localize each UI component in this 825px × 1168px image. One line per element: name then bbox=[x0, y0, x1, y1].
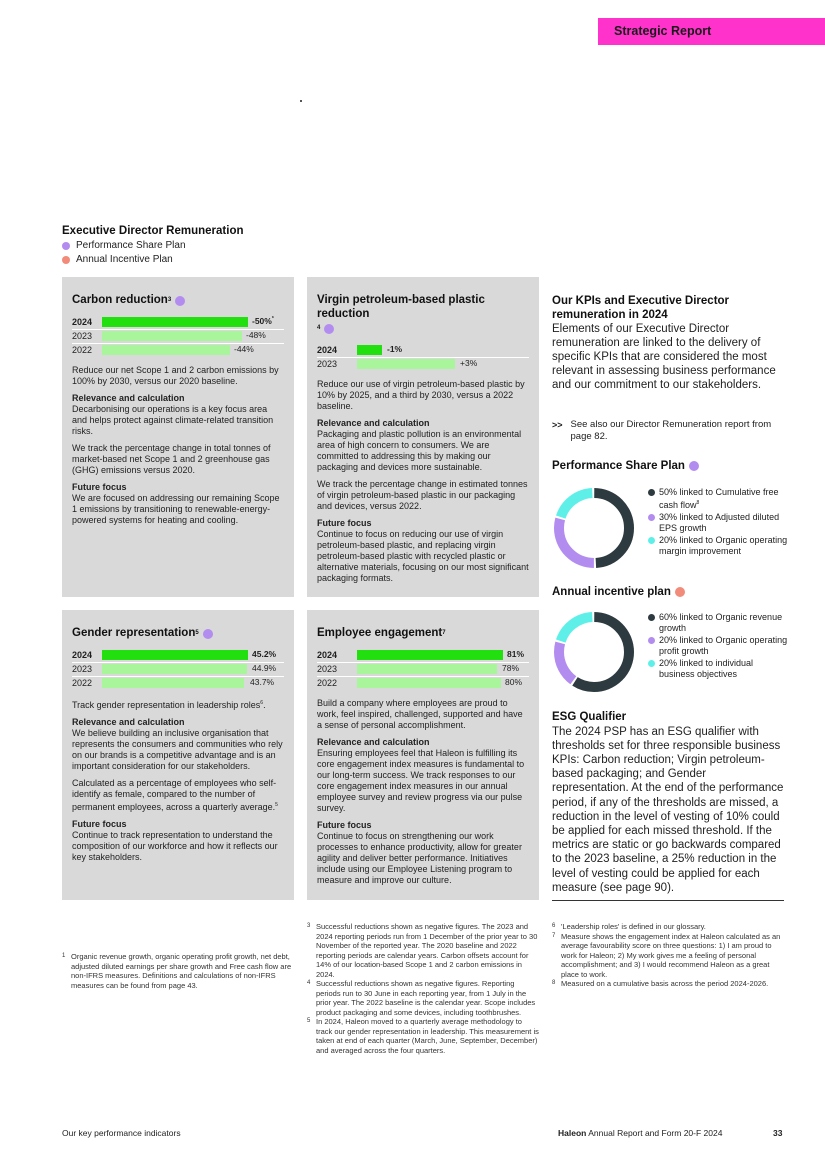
legend-item: 30% linked to Adjusted diluted EPS growth bbox=[648, 512, 788, 534]
footnotes-col1: 1 Organic revenue growth, organic operating profit growth, net debt, adjusted diluted earnings per share growth and Free cash flow are non-IFRS measures. Definitions and calculations of non-IFRS measures can be found from page 43. bbox=[62, 952, 292, 990]
bar-row: 2024 45.2% bbox=[72, 649, 277, 660]
bar-2022 bbox=[357, 678, 501, 688]
bar-2023 bbox=[357, 359, 455, 369]
kpi-card-engagement bbox=[307, 610, 539, 900]
legend-item-aip bbox=[62, 254, 173, 265]
bar-row: 2023 -48% bbox=[72, 330, 266, 341]
divider bbox=[552, 900, 784, 901]
legend-item: 20% linked to Organic operating profit growth bbox=[648, 635, 788, 657]
dark-dot-icon bbox=[648, 489, 655, 496]
psp-dot-icon bbox=[203, 629, 213, 639]
card-title: Gender representation 5 bbox=[72, 626, 284, 640]
bar-2022 bbox=[102, 345, 230, 355]
bar-row: 2022 80% bbox=[317, 677, 523, 688]
section-text: The 2024 PSP has an ESG qualifier with thresholds set for three responsible business KPIs: Carbon reduction; Virgin petroleum-based packaging; and Gender representation. At the end of the performance period, if any of the thresholds are missed, a reduction in the level of vesting of 10% could be applied for each missed threshold. If the metrics are static or go backwards compared to the 2023 baseline, a 25% reduction in the level of vesting could be applied for each measure (see page 90). bbox=[552, 725, 784, 894]
legend-item-psp bbox=[62, 240, 186, 251]
bar-2023 bbox=[102, 664, 247, 674]
card-title: Virgin petroleum-based plastic reduction 4 bbox=[317, 293, 529, 335]
purple-dot-icon bbox=[62, 242, 70, 250]
section-text: Elements of our Executive Director remuneration are linked to the delivery of specific KPIs that are considered the most relevant in assessing business performance and our commitment to our stakeholders. bbox=[552, 323, 776, 391]
section-heading: ESG Qualifier bbox=[552, 711, 627, 723]
card-body: Reduce our use of virgin petroleum-based plastic by 10% by 2025, and a third by 2030, versus a 2022 baseline. Relevance and calculation Packaging and plastic pollution is an environmental area of high concern to consumers. We are committed to addressing this by making our packaging and devices more sustainable. We track the percentage change in estimated tonnes of virgin petroleum-based plastic in our packaging and devices, versus 2022. Future focus Continue to focus on reducing our use of virgin petroleum-based plastic, and replacing virgin petroleum-based plastic with recycled plastic or alternative materials, focusing on our most significant packaging formats. bbox=[317, 379, 529, 583]
aip-heading: Annual incentive plan bbox=[552, 586, 784, 600]
bar-chart bbox=[317, 343, 529, 371]
footnotes-col2: 3 Successful reductions shown as negative figures. The 2023 and 2024 reporting periods run from 1 December of the prior year to 30 November of the reported year. The 2020 baseline and 2022 reporting periods are calendar years. Carbon offsets account for 14% of our location-based Scope 1 and 2 carbon emissions in 2024. 4 Successful reductions shown as negative figures. Reporting periods run to 30 June in each reporting year, from 1 July in the prior year. The 2022 baseline is the calendar year. Scope includes product packaging and some devices, including toothbrushes. 5 In 2024, Haleon moved to a quarterly average methodology to track our gender representation in leadership. This measurement is taken at end of each quarter (March, June, September, December) and averaged across the four quarters. bbox=[307, 922, 539, 1055]
bar-row: 2022 -44% bbox=[72, 344, 254, 355]
bar-chart bbox=[72, 315, 284, 357]
bar-row: 2023 78% bbox=[317, 663, 520, 674]
footnotes-col3: 6 'Leadership roles' is defined in our glossary. 7 Measure shows the engagement index at Haleon calculated as an average favourability score on three questions: 1) I am proud to work for Haleon; 2) My work gives me a feeling of personal accomplishment; and 3) I would recommend Haleon as a great place to work. 8 Measured on a cumulative basis across the period 2024-2026. bbox=[552, 922, 781, 988]
psp-dot-icon bbox=[175, 296, 185, 306]
legend-title: Executive Director Remuneration bbox=[62, 225, 244, 237]
card-body: Build a company where employees are proud to work, feel inspired, challenged, supported and have a sense of personal accomplishment. Relevance and calculation Ensuring employees feel that Haleon is fulfilling its core engagement index measures is fundamental to our long-term success. We track responses to our core engagement index measures in our annual employee survey and review progress via our pulse survey. Future focus Continue to focus on strengthening our work processes to enhance productivity, allow for greater agility and deliver better performance. Initiatives include using our Employee Listening program to measure and improve our culture. bbox=[317, 698, 525, 885]
section-heading: Our KPIs and Executive Director remuneration in 2024 bbox=[552, 295, 730, 321]
bar-2024 bbox=[102, 650, 248, 660]
decorative-dot bbox=[300, 100, 302, 102]
kpi-card-plastic bbox=[307, 277, 539, 597]
footer-section-label: Our key performance indicators bbox=[62, 1128, 181, 1138]
arrow-icon: >> bbox=[552, 420, 563, 430]
esg-qualifier-section bbox=[552, 711, 784, 895]
card-title: Employee engagement 7 bbox=[317, 627, 446, 639]
legend-label: Annual Incentive Plan bbox=[76, 254, 173, 265]
card-title: Carbon reduction 3 bbox=[72, 293, 284, 307]
purple-dot-icon bbox=[648, 637, 655, 644]
bar-2024 bbox=[357, 345, 382, 355]
page-number: 33 bbox=[773, 1128, 783, 1138]
aip-donut-legend bbox=[648, 612, 788, 681]
bar-row: 2024 -1% bbox=[317, 344, 403, 355]
coral-dot-icon bbox=[62, 256, 70, 264]
dark-dot-icon bbox=[648, 614, 655, 621]
bar-2024 bbox=[357, 650, 503, 660]
aip-dot-icon bbox=[675, 587, 685, 597]
card-body: Reduce our net Scope 1 and 2 carbon emissions by 100% by 2030, versus our 2020 baseline. Relevance and calculation Decarbonising our operations is a key focus area and helps protect against climate-related transition risks. We track the percentage change in total tonnes of market-based net Scope 1 and 2 greenhouse gas (GHG) emissions versus 2020. Future focus We are focused on addressing our remaining Scope 1 emissions by transitioning to renewable-energy-powered systems for heating and cooling. bbox=[72, 365, 280, 525]
psp-donut-legend bbox=[648, 487, 788, 558]
psp-donut-chart bbox=[552, 486, 636, 570]
psp-dot-icon bbox=[689, 461, 699, 471]
bar-chart bbox=[72, 648, 284, 690]
bar-2023 bbox=[357, 664, 497, 674]
legend-item: 20% linked to Organic operating margin improvement bbox=[648, 535, 788, 557]
purple-dot-icon bbox=[648, 514, 655, 521]
bar-row: 2024 81% bbox=[317, 649, 525, 660]
section-tag: Strategic Report bbox=[598, 18, 825, 45]
legend-item: 60% linked to Organic revenue growth bbox=[648, 612, 788, 634]
psp-heading: Performance Share Plan bbox=[552, 460, 784, 474]
kpi-card-gender bbox=[62, 610, 294, 900]
bar-row: 2023 44.9% bbox=[72, 663, 277, 674]
cyan-dot-icon bbox=[648, 660, 655, 667]
bar-chart bbox=[317, 648, 529, 690]
aip-donut-chart bbox=[552, 610, 636, 694]
legend-label: Performance Share Plan bbox=[76, 240, 186, 251]
bar-2022 bbox=[102, 678, 244, 688]
kpi-remuneration-section bbox=[552, 295, 784, 392]
kpi-card-carbon bbox=[62, 277, 294, 597]
bar-2024 bbox=[102, 317, 248, 327]
bar-row: 2023 +3% bbox=[317, 358, 478, 369]
card-body: Track gender representation in leadership roles$^6$. Relevance and calculation We believe building an inclusive organisation that represents the consumers and communities who rely on our brands is a competitive advantage and is an important consideration for our stakeholders. Calculated as a percentage of employees who self-identify as female, compared to the number of permanent employees, across a quarterly average.$^5$ Future focus Continue to track representation to understand the composition of our workforce and how it reflects our key stakeholders. bbox=[72, 700, 283, 862]
footer-report: Haleon Annual Report and Form 20-F 2024 bbox=[558, 1128, 723, 1138]
bar-row: 2022 43.7% bbox=[72, 677, 275, 688]
psp-dot-icon bbox=[324, 324, 334, 334]
bar-row: 2024 -50%* bbox=[72, 316, 274, 327]
director-remuneration-link[interactable]: >> See also our Director Remuneration report from page 82. bbox=[552, 419, 772, 442]
legend-item: 50% linked to Cumulative free cash flow$^8$ bbox=[648, 487, 788, 511]
cyan-dot-icon bbox=[648, 537, 655, 544]
legend-item: 20% linked to individual business objectives bbox=[648, 658, 788, 680]
bar-2023 bbox=[102, 331, 242, 341]
